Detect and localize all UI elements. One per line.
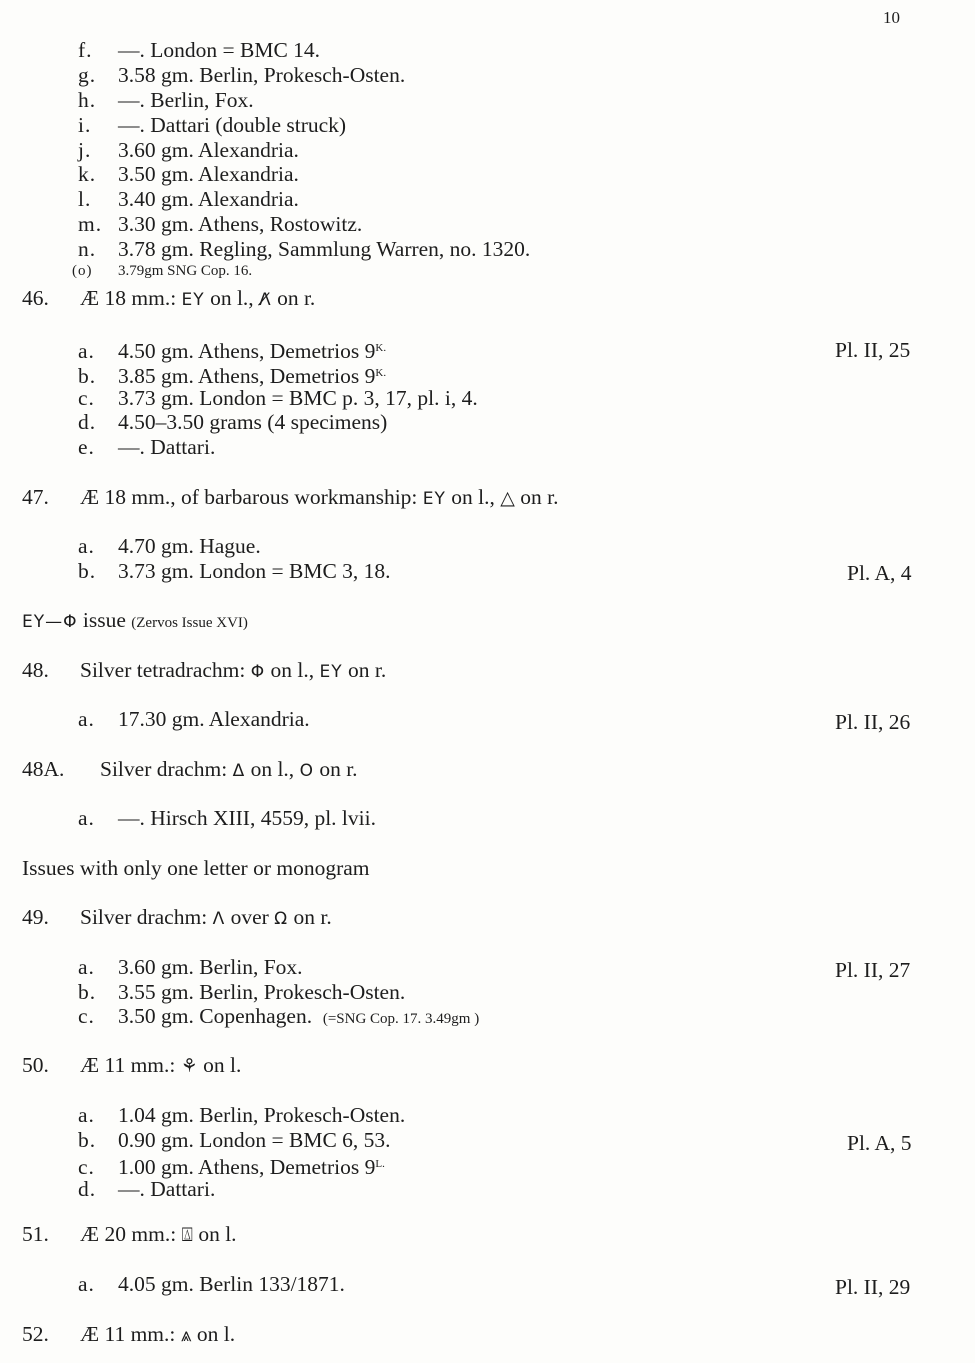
list-item: (o) 3.79gm SNG Cop. 16. [72,263,253,279]
monogram-symbol: ⩓ [180,1324,192,1346]
list-item: b. 0.90 gm. London = BMC 6, 53. [78,1128,391,1152]
entry-heading: 50. Æ 11 mm.: ⚘ on l. [22,1053,242,1077]
entry-heading: 49. Silver drachm: Λ over Ω on r. [22,905,332,929]
list-item: a. 4.05 gm. Berlin 133/1871. [78,1272,345,1296]
list-item: c. 3.73 gm. London = BMC p. 3, 17, pl. i, 4. [78,386,478,410]
monogram-symbol: Λ [212,909,226,929]
monogram-symbol: △ [500,487,515,509]
entry-heading: 48A. Silver drachm: Δ on l., O on r. [22,757,358,781]
list-item: a. 1.04 gm. Berlin, Prokesch-Osten. [78,1103,406,1127]
entry-heading: 52. Æ 11 mm.: ⩓ on l. [22,1322,236,1346]
entry-heading: 51. Æ 20 mm.: ⍍ on l. [22,1222,237,1246]
monogram-symbol: EY [319,662,343,682]
list-item: j. 3.60 gm. Alexandria. [78,138,299,162]
list-item: b. 3.85 gm. Athens, Demetrios $9^{K.}$ [78,364,387,388]
list-item: b. 3.55 gm. Berlin, Prokesch-Osten. [78,980,406,1004]
list-item: l. 3.40 gm. Alexandria. [78,187,299,211]
section-heading: Issues with only one letter or monogram [22,856,370,880]
monogram-symbol: EY [181,290,205,310]
monogram-symbol: ⚘ [180,1055,198,1077]
list-item: n. 3.78 gm. Regling, Sammlung Warren, no. 1320. [78,237,531,261]
page-number: 10 [883,8,900,27]
list-item: a. 17.30 gm. Alexandria. [78,707,310,731]
list-item: f. —. London = BMC 14. [78,38,321,62]
entry-heading: 46. Æ 18 mm.: EY on l., Ʌ̸ on r. [22,286,316,310]
plate-reference: Pl. A, 4 [847,561,912,585]
monogram-symbol: Ʌ̸ [259,290,272,310]
list-item: a. 3.60 gm. Berlin, Fox. [78,955,303,979]
issue-heading: EY—Φ issue (Zervos Issue XVI) [22,608,248,632]
monogram-symbol: Δ [232,761,246,781]
list-item: c. 3.50 gm. Copenhagen. (=SNG Cop. 17. 3.49gm ) [78,1004,480,1028]
list-item: a. 4.70 gm. Hague. [78,534,261,558]
plate-reference: Pl. II, 27 [835,958,911,982]
list-item: d. 4.50–3.50 grams (4 specimens) [78,410,388,434]
monogram-symbol: O [299,761,314,781]
entry-heading: 48. Silver tetradrachm: Φ on l., EY on r. [22,658,387,682]
list-item: a. 4.50 gm. Athens, Demetrios $9^{K.}$ [78,339,387,363]
monogram-symbol: Ω [274,909,289,929]
plate-reference: Pl. II, 26 [835,710,911,734]
list-item: h. —. Berlin, Fox. [78,88,254,112]
list-item: d. —. Dattari. [78,1177,216,1201]
plate-reference: Pl. A, 5 [847,1131,912,1155]
list-item: c. 1.00 gm. Athens, Demetrios $9^{L.}$ [78,1155,385,1179]
list-item: e. —. Dattari. [78,435,216,459]
monogram-symbol: EY [422,489,446,509]
list-item: g. 3.58 gm. Berlin, Prokesch-Osten. [78,63,406,87]
plate-reference: Pl. II, 25 [835,338,911,362]
list-item: i. —. Dattari (double struck) [78,113,347,137]
list-item: k. 3.50 gm. Alexandria. [78,162,299,186]
monogram-symbol: Φ [250,662,266,682]
list-item: a. —. Hirsch XIII, 4559, pl. lvii. [78,806,376,830]
monogram-symbol: ⍍ [181,1224,193,1246]
list-item: m. 3.30 gm. Athens, Rostowitz. [78,212,363,236]
list-item: b. 3.73 gm. London = BMC 3, 18. [78,559,391,583]
plate-reference: Pl. II, 29 [835,1275,911,1299]
entry-heading: 47. Æ 18 mm., of barbarous workmanship: EY on l., △ on r. [22,485,559,509]
